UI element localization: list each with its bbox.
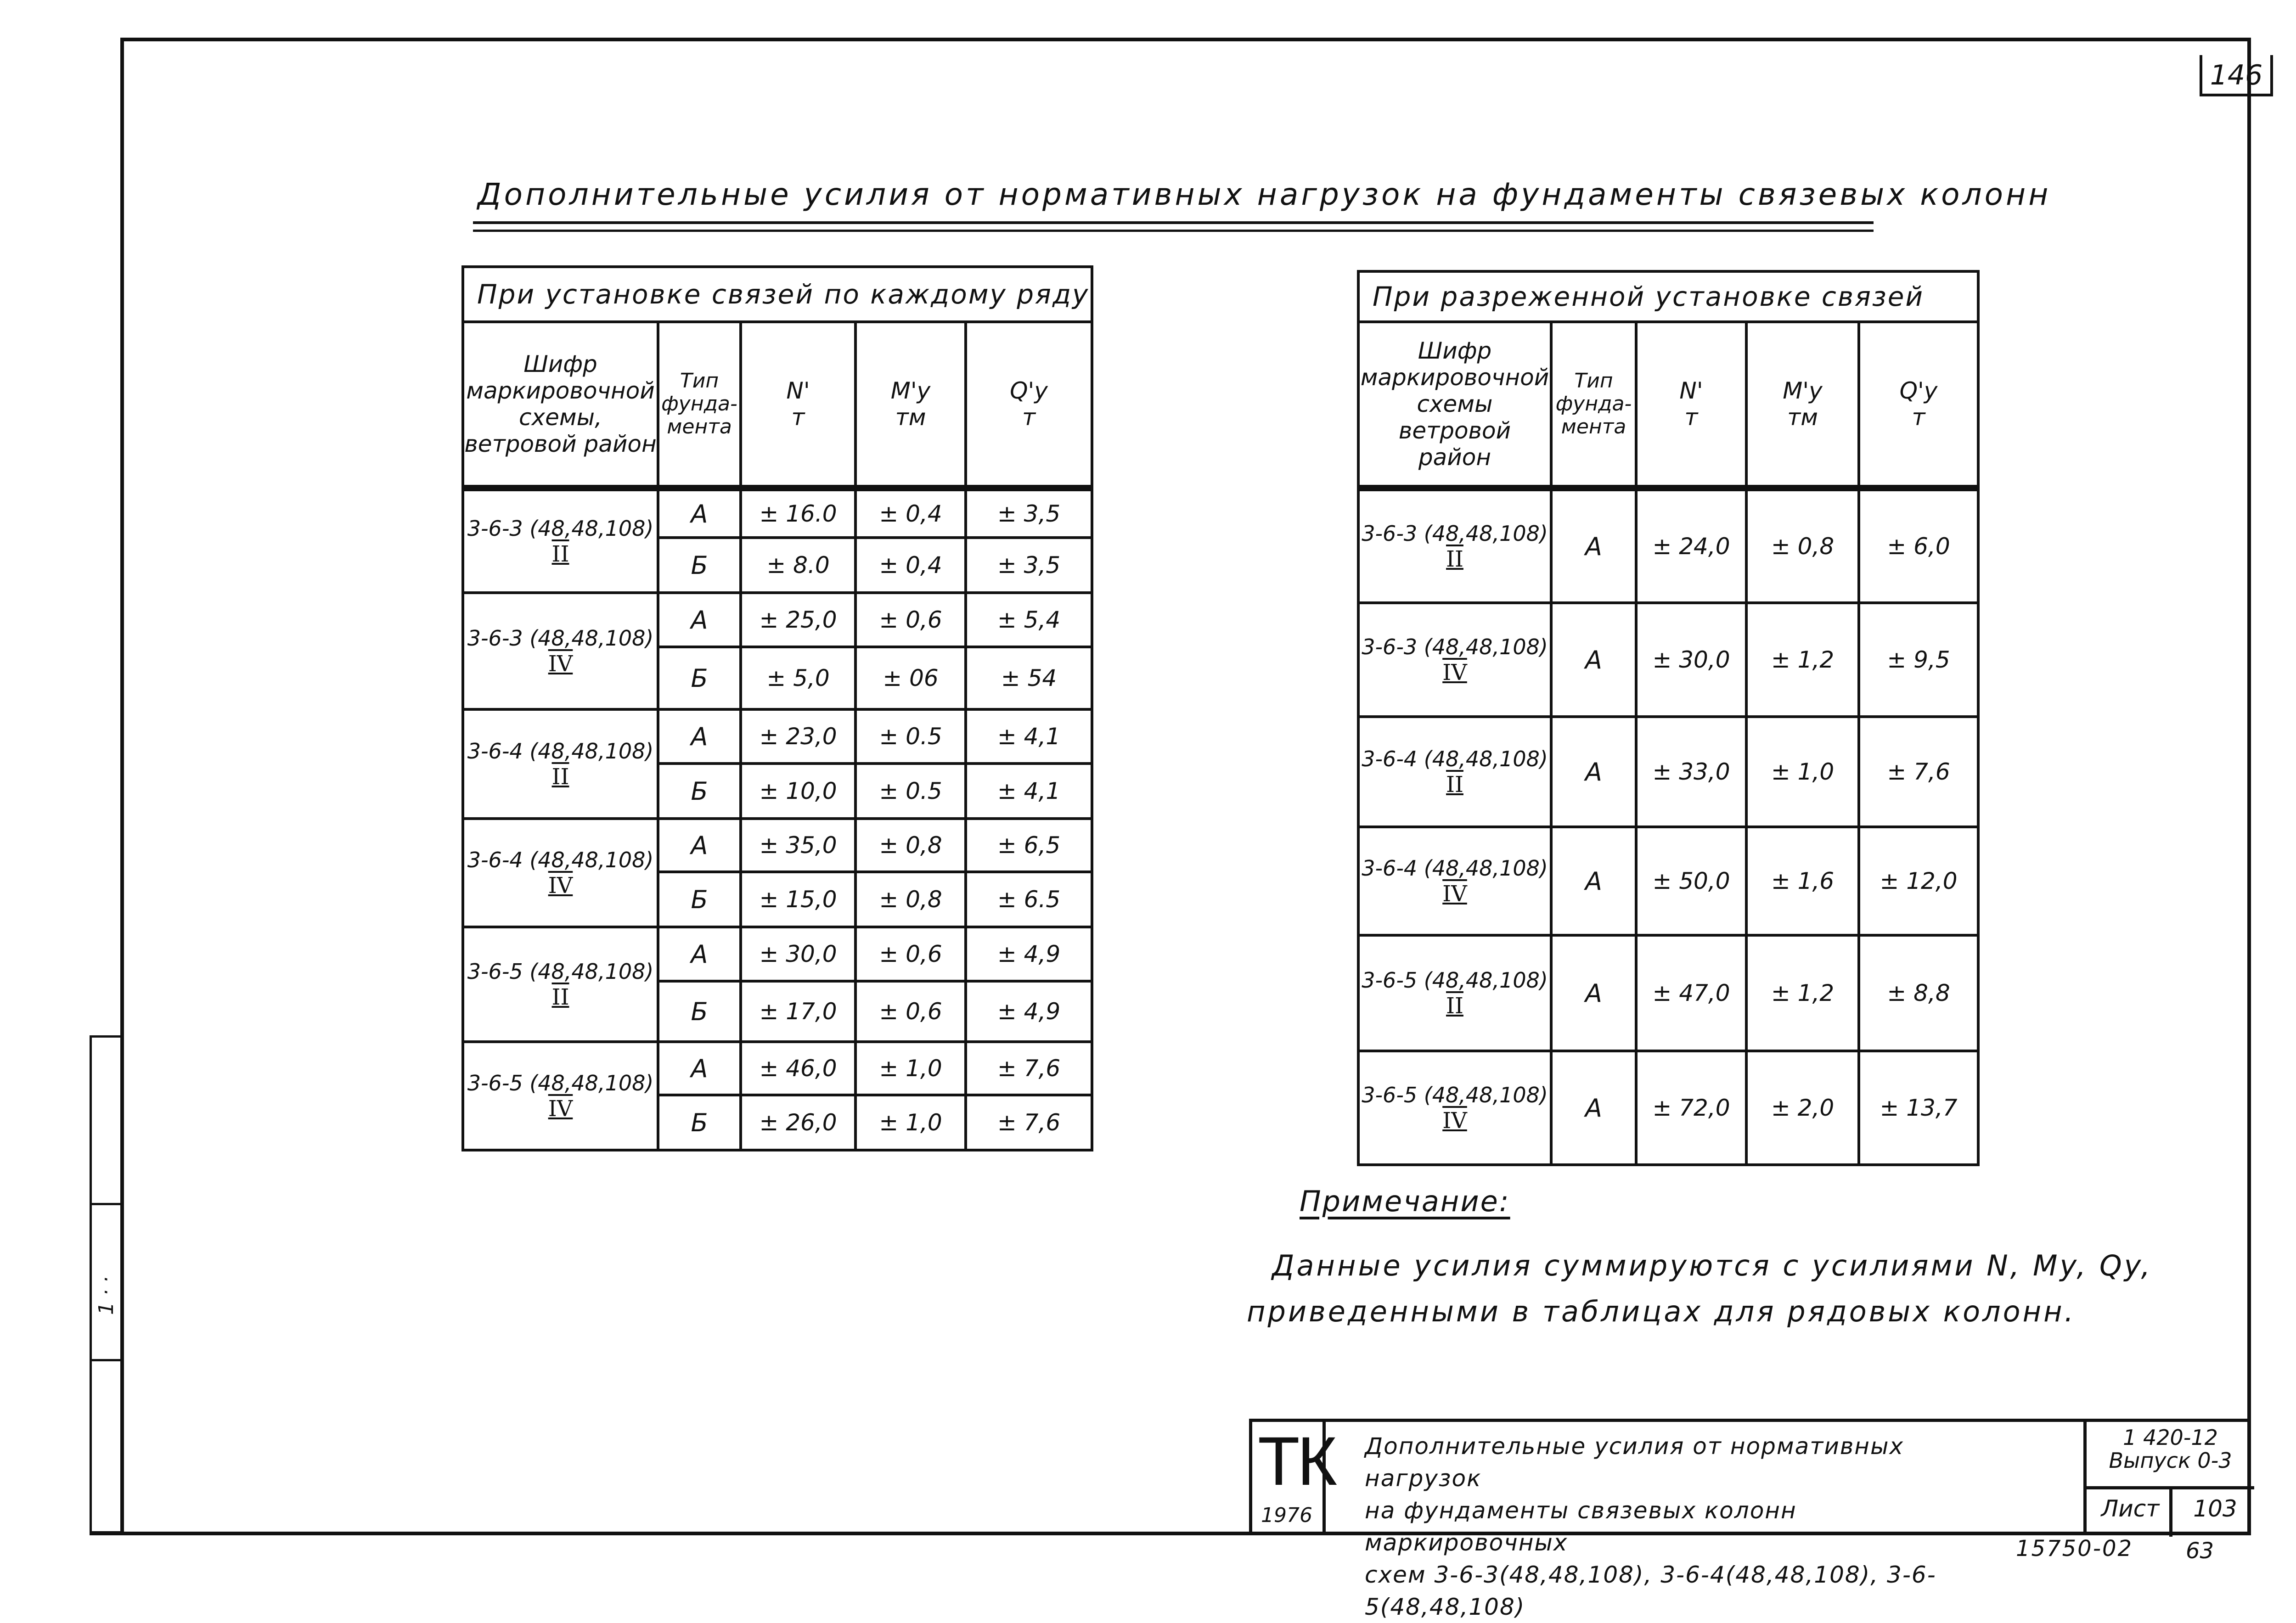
sheet-number-box: 146	[2200, 55, 2273, 96]
margin-mark: 1 · ·	[95, 1276, 118, 1315]
m-value-cell: ± 0.5	[855, 709, 966, 764]
n-value-cell: ± 33,0	[1636, 717, 1746, 827]
table-row	[1358, 1051, 1978, 1165]
wind-region: IV	[548, 651, 573, 677]
foundation-type-cell: Б	[658, 764, 741, 819]
header-q-label: Q'y	[1899, 377, 1938, 404]
foundation-type-cell: А	[1551, 603, 1636, 717]
title-block-year: 1976	[1261, 1504, 1312, 1527]
n-value-cell: ± 10,0	[741, 764, 855, 819]
q-value-cell: ± 7,6	[1859, 717, 1978, 827]
m-value-cell: ± 06	[855, 647, 966, 709]
description-line: на фундаменты связевых колонн маркировочных	[1365, 1497, 1797, 1556]
header-q-label: Q'y	[1010, 377, 1048, 404]
m-value-cell: ± 0,8	[1746, 488, 1859, 603]
foundation-type-cell: А	[658, 927, 741, 981]
header-n-label: N'	[1679, 377, 1703, 404]
n-value-cell: ± 25,0	[741, 593, 855, 647]
table-row	[463, 819, 1092, 872]
wind-region: IV	[548, 1096, 573, 1122]
q-value-cell: ± 4,9	[966, 981, 1092, 1042]
m-value-cell: ± 1,6	[1746, 827, 1859, 935]
description-line: схем 3-6-3(48,48,108), 3-6-4(48,48,108), 3-6-5(48,48,108)	[1365, 1561, 1936, 1620]
scheme-cell	[1358, 488, 1551, 603]
m-value-cell: ± 1,0	[855, 1095, 966, 1150]
wind-region: II	[1446, 546, 1463, 572]
q-value-cell: ± 4,1	[966, 709, 1092, 764]
q-value-cell: ± 3,5	[966, 488, 1092, 538]
header-n-unit: т	[791, 404, 805, 431]
sheet-label: Лист	[2101, 1495, 2160, 1522]
wind-region: IV	[1442, 881, 1467, 907]
header-m	[1746, 322, 1859, 488]
note-text: Данные усилия суммируются с усилиями N, My, Qy,	[1272, 1249, 2153, 1282]
q-value-cell: ± 6,0	[1859, 488, 1978, 603]
header-m-unit: тм	[895, 404, 926, 431]
scheme-code: 3-6-5 (48,48,108)	[467, 959, 654, 984]
document-series: Выпуск 0-3	[2109, 1448, 2232, 1473]
archive-code: 15750-02	[2016, 1536, 2133, 1561]
m-value-cell: ± 1,0	[1746, 717, 1859, 827]
foundation-type-cell: А	[658, 709, 741, 764]
frame-top-border	[120, 38, 2251, 41]
q-value-cell: ± 3,5	[966, 538, 1092, 593]
table-caption: При установке связей по каждому ряду	[463, 267, 1092, 322]
header-n-unit: т	[1684, 404, 1698, 431]
n-value-cell: ± 23,0	[741, 709, 855, 764]
foundation-type-cell: А	[658, 593, 741, 647]
wind-region: II	[551, 764, 569, 790]
m-value-cell: ± 1,2	[1746, 603, 1859, 717]
n-value-cell: ± 15,0	[741, 872, 855, 927]
m-value-cell: ± 0,6	[855, 593, 966, 647]
foundation-type-cell: А	[658, 488, 741, 538]
wind-region: II	[1446, 772, 1463, 797]
n-value-cell: ± 47,0	[1636, 935, 1746, 1051]
wind-region: II	[551, 984, 569, 1010]
header-q-unit: т	[1912, 404, 1925, 431]
table-row	[1358, 488, 1978, 603]
title-underline	[473, 221, 1874, 224]
m-value-cell: ± 0,6	[855, 981, 966, 1042]
header-scheme: Шифр маркировочной схемы ветровой район	[1358, 322, 1551, 488]
frame-left-border	[120, 38, 124, 1534]
foundation-type-cell: А	[1551, 488, 1636, 603]
n-value-cell: ± 17,0	[741, 981, 855, 1042]
table-row	[463, 709, 1092, 764]
scheme-code: 3-6-5 (48,48,108)	[1362, 968, 1548, 993]
header-q	[1859, 322, 1978, 488]
q-value-cell: ± 4,9	[966, 927, 1092, 981]
title-block-logo-cell	[1252, 1422, 1335, 1533]
q-value-cell: ± 7,6	[966, 1095, 1092, 1150]
m-value-cell: ± 0,4	[855, 488, 966, 538]
foundation-type-cell: Б	[658, 647, 741, 709]
q-value-cell: ± 13,7	[1859, 1051, 1978, 1165]
title-block-index-cell	[2083, 1422, 2254, 1533]
sheet-number: 103	[2193, 1495, 2237, 1522]
n-value-cell: ± 46,0	[741, 1042, 855, 1095]
binding-strip	[90, 1035, 120, 1533]
table-row	[463, 488, 1092, 538]
table-row	[463, 927, 1092, 981]
table-caption: При разреженной установке связей	[1358, 271, 1978, 322]
table-row	[463, 593, 1092, 647]
q-value-cell: ± 54	[966, 647, 1092, 709]
frame-right-border	[2247, 41, 2251, 1533]
scheme-cell	[463, 1042, 658, 1150]
description-line: Дополнительные усилия от нормативных нагрузок	[1365, 1433, 1904, 1492]
foundation-type-cell: Б	[658, 1095, 741, 1150]
header-m-label: M'y	[890, 377, 931, 404]
n-value-cell: ± 24,0	[1636, 488, 1746, 603]
page-number: 63	[2186, 1538, 2214, 1564]
scheme-code: 3-6-3 (48,48,108)	[1362, 635, 1548, 659]
right-forces-table	[1357, 270, 1980, 1166]
m-value-cell: ± 1,0	[855, 1042, 966, 1095]
strip-divider	[92, 1359, 120, 1361]
scheme-cell	[1358, 935, 1551, 1051]
table-row	[1358, 827, 1978, 935]
m-value-cell: ± 0.5	[855, 764, 966, 819]
scheme-cell	[1358, 717, 1551, 827]
wind-region: II	[551, 541, 569, 567]
scheme-cell	[463, 488, 658, 593]
q-value-cell: ± 4,1	[966, 764, 1092, 819]
header-m-unit: тм	[1787, 404, 1818, 431]
note-heading: Примечание:	[1300, 1185, 1510, 1218]
m-value-cell: ± 1,2	[1746, 935, 1859, 1051]
q-value-cell: ± 6,5	[966, 819, 1092, 872]
m-value-cell: ± 0,6	[855, 927, 966, 981]
foundation-type-cell: А	[1551, 827, 1636, 935]
scheme-code: 3-6-5 (48,48,108)	[467, 1071, 654, 1095]
header-q-unit: т	[1022, 404, 1036, 431]
n-value-cell: ± 16.0	[741, 488, 855, 538]
q-value-cell: ± 8,8	[1859, 935, 1978, 1051]
scheme-code: 3-6-3 (48,48,108)	[467, 516, 654, 541]
table-row	[1358, 717, 1978, 827]
title-block-description	[1365, 1430, 1957, 1623]
foundation-type-cell: А	[1551, 935, 1636, 1051]
header-n	[741, 322, 855, 488]
q-value-cell: ± 12,0	[1859, 827, 1978, 935]
n-value-cell: ± 35,0	[741, 819, 855, 872]
table-row	[1358, 935, 1978, 1051]
n-value-cell: ± 72,0	[1636, 1051, 1746, 1165]
page-title: Дополнительные усилия от нормативных нагрузок на фундаменты связевых колонн	[478, 177, 2051, 212]
m-value-cell: ± 2,0	[1746, 1051, 1859, 1165]
m-value-cell: ± 0,4	[855, 538, 966, 593]
header-n	[1636, 322, 1746, 488]
n-value-cell: ± 30,0	[1636, 603, 1746, 717]
m-value-cell: ± 0,8	[855, 872, 966, 927]
wind-region: IV	[1442, 660, 1467, 685]
document-code: 1 420-12	[2123, 1425, 2218, 1450]
header-type: Тип фунда-мента	[1551, 322, 1636, 488]
header-scheme: Шифр маркировочной схемы, ветровой район	[463, 322, 658, 488]
n-value-cell: ± 8.0	[741, 538, 855, 593]
header-type: Тип фунда-мента	[658, 322, 741, 488]
scheme-code: 3-6-4 (48,48,108)	[1362, 747, 1548, 771]
foundation-type-cell: Б	[658, 981, 741, 1042]
scheme-code: 3-6-4 (48,48,108)	[467, 848, 654, 872]
foundation-type-cell: Б	[658, 872, 741, 927]
wind-region: IV	[1442, 1108, 1467, 1134]
foundation-type-cell: Б	[658, 538, 741, 593]
title-underline	[473, 230, 1874, 232]
foundation-type-cell: А	[658, 819, 741, 872]
wind-region: II	[1446, 993, 1463, 1019]
scheme-cell	[463, 819, 658, 927]
header-m	[855, 322, 966, 488]
scheme-cell	[463, 927, 658, 1042]
n-value-cell: ± 30,0	[741, 927, 855, 981]
table-row	[1358, 603, 1978, 717]
m-value-cell: ± 0,8	[855, 819, 966, 872]
foundation-type-cell: А	[1551, 1051, 1636, 1165]
divider	[2169, 1486, 2172, 1537]
scheme-cell	[1358, 1051, 1551, 1165]
foundation-type-cell: А	[658, 1042, 741, 1095]
scheme-code: 3-6-3 (48,48,108)	[1362, 521, 1548, 546]
q-value-cell: ± 6.5	[966, 872, 1092, 927]
header-m-label: M'y	[1783, 377, 1823, 404]
foundation-type-cell: А	[1551, 717, 1636, 827]
scheme-code: 3-6-4 (48,48,108)	[1362, 856, 1548, 881]
scheme-code: 3-6-3 (48,48,108)	[467, 626, 654, 651]
q-value-cell: ± 9,5	[1859, 603, 1978, 717]
header-n-label: N'	[786, 377, 810, 404]
q-value-cell: ± 5,4	[966, 593, 1092, 647]
note-text: приведенными в таблицах для рядовых колонн.	[1247, 1295, 2076, 1328]
n-value-cell: ± 26,0	[741, 1095, 855, 1150]
header-q	[966, 322, 1092, 488]
strip-divider	[92, 1203, 120, 1205]
n-value-cell: ± 5,0	[741, 647, 855, 709]
scheme-cell	[463, 709, 658, 819]
scheme-cell	[1358, 827, 1551, 935]
scheme-code: 3-6-5 (48,48,108)	[1362, 1083, 1548, 1107]
n-value-cell: ± 50,0	[1636, 827, 1746, 935]
wind-region: IV	[548, 873, 573, 899]
scheme-cell	[463, 593, 658, 709]
organization-logo: ТК	[1258, 1422, 1335, 1499]
scheme-code: 3-6-4 (48,48,108)	[467, 739, 654, 764]
q-value-cell: ± 7,6	[966, 1042, 1092, 1095]
table-row	[463, 1042, 1092, 1095]
scheme-cell	[1358, 603, 1551, 717]
left-forces-table	[461, 265, 1093, 1151]
